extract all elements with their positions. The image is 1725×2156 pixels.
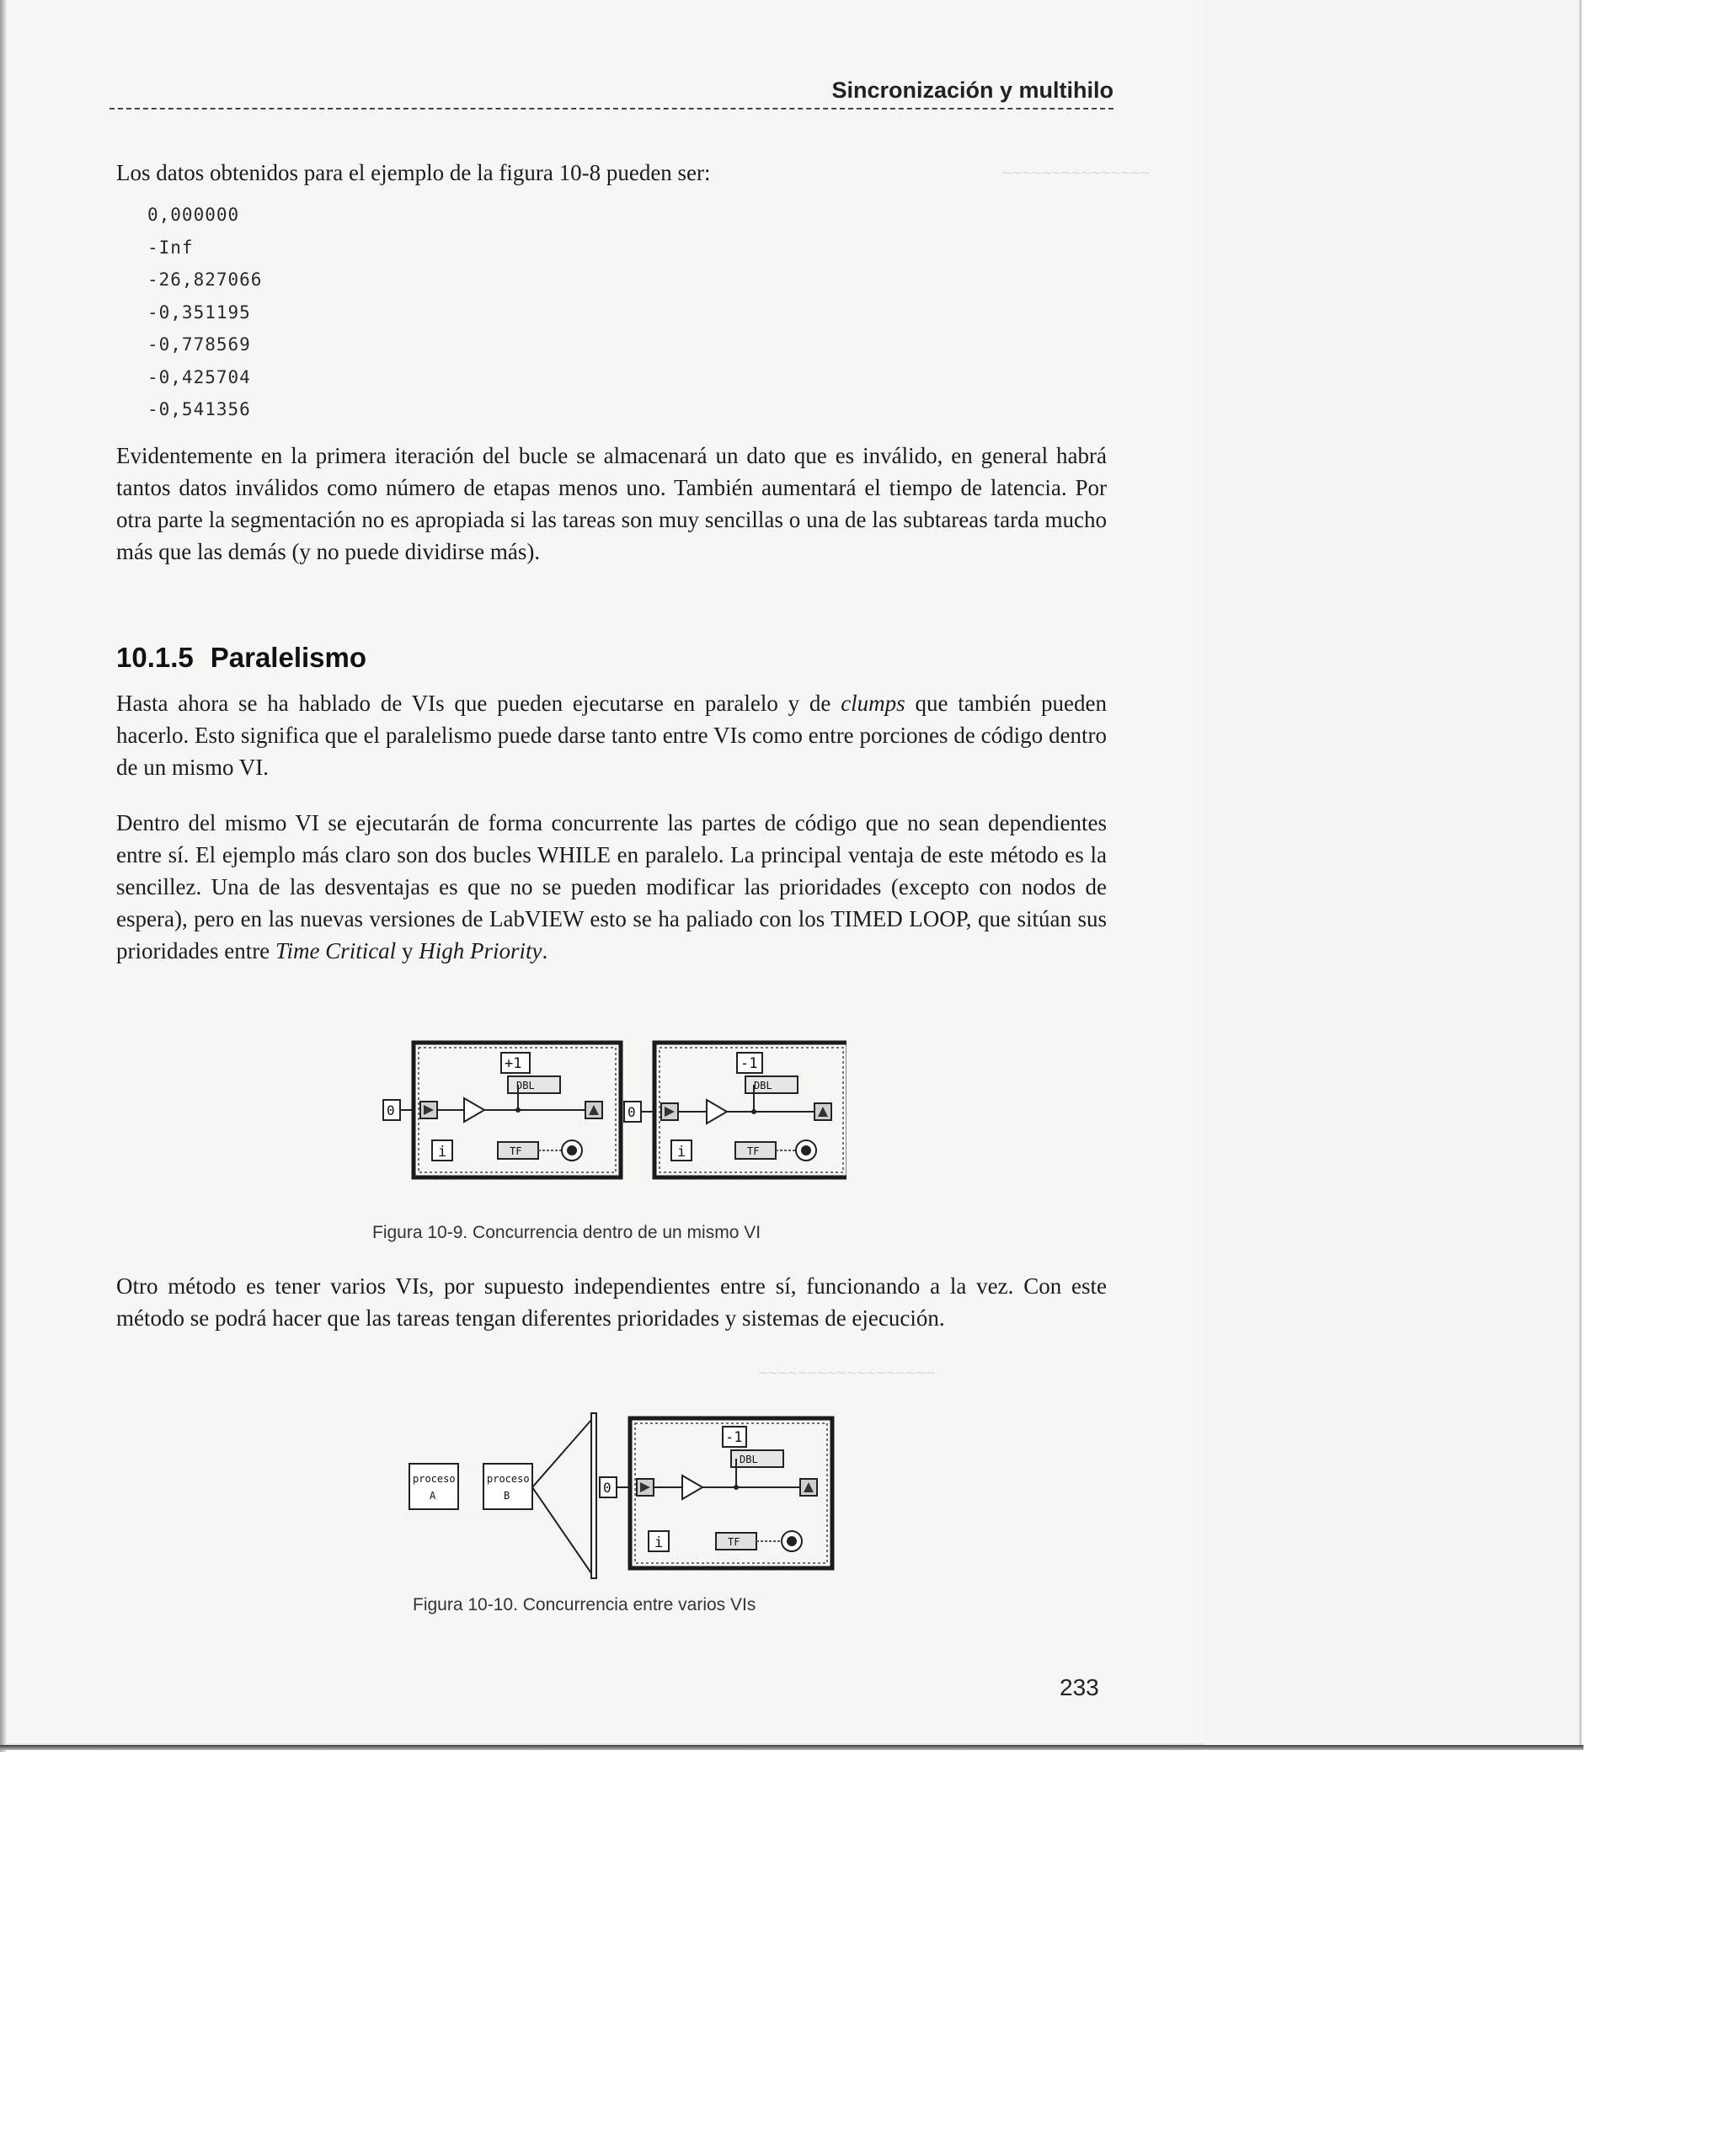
bleed-through: ~~~~~~~~~~~~~~~~~~ xyxy=(758,1364,936,1383)
code-line: -0,541356 xyxy=(147,399,251,419)
section-title-text: Paralelismo xyxy=(210,642,367,673)
subvi-proceso-a xyxy=(409,1464,458,1509)
svg-text:i: i xyxy=(654,1534,664,1551)
emphasis-clumps: clumps xyxy=(841,691,905,716)
code-line: -0,425704 xyxy=(147,366,251,387)
emphasis-high-priority: High Priority xyxy=(419,938,542,963)
running-head: Sincronización y multihilo xyxy=(831,77,1114,103)
svg-text:TF: TF xyxy=(728,1536,740,1548)
while-loop-1 xyxy=(383,1043,621,1177)
svg-text:proceso: proceso xyxy=(413,1473,456,1485)
paragraph-latency: Evidentemente en la primera iteración del bucle se almacenará un dato que es inválido, en general habrá tantos datos inválidos como número de etapas menos uno. También aumentará el tiempo de latencia. Por otra parte la segmentación no es apropiada si las tareas son muy sencillas o una de las subtareas tarda mucho más que las demás (y no puede dividirse más). xyxy=(116,443,1107,564)
svg-text:A: A xyxy=(430,1490,436,1502)
svg-text:DBL: DBL xyxy=(740,1454,758,1465)
svg-text:i: i xyxy=(677,1144,686,1161)
while-loop-2 xyxy=(624,1043,846,1177)
page-number: 233 xyxy=(1060,1674,1099,1700)
svg-text:B: B xyxy=(504,1490,510,1502)
figure-10-9-caption: Figura 10-9. Concurrencia dentro de un mismo VI xyxy=(372,1223,761,1242)
subvi-proceso-b xyxy=(483,1464,532,1509)
svg-text:DBL: DBL xyxy=(516,1080,535,1091)
paragraph-parallelism: Hasta ahora se ha hablado de VIs que pueden ejecutarse en paralelo y de clumps que también pueden hacerlo. Esto significa que el paralelismo puede darse tanto entre VIs como entre porciones de código dentro de un mismo VI. xyxy=(116,691,1107,780)
section-number: 10.1.5 xyxy=(116,642,194,673)
svg-text:proceso: proceso xyxy=(487,1473,530,1485)
bleed-through: ~~~~~~~~~~~~~~~ xyxy=(1002,164,1151,183)
header-rule xyxy=(109,108,1114,109)
scan-edge xyxy=(0,1745,1583,1750)
code-output-list xyxy=(147,199,262,426)
code-line: -26,827066 xyxy=(147,270,263,290)
code-line: -0,778569 xyxy=(147,334,251,355)
svg-text:-1: -1 xyxy=(725,1429,743,1446)
svg-text:i: i xyxy=(438,1144,447,1161)
paragraph-multiple-vis: Otro método es tener varios VIs, por supuesto independientes entre sí, funcionando a la vez. Con este método se podrá hacer que las tareas tengan diferentes prioridades y sistemas de ejecución. xyxy=(116,1273,1107,1331)
svg-text:TF: TF xyxy=(747,1145,760,1157)
svg-text:DBL: DBL xyxy=(754,1080,772,1091)
code-line: 0,000000 xyxy=(147,205,240,225)
figure-10-9-diagram xyxy=(375,1034,846,1195)
intro-text: Los datos obtenidos para el ejemplo de la figura 10-8 pueden ser: xyxy=(116,160,711,185)
code-line: -0,351195 xyxy=(147,302,251,323)
facing-page-edge xyxy=(1204,0,1582,1749)
code-line: -Inf xyxy=(147,237,194,258)
section-heading xyxy=(116,642,366,674)
paragraph-while-loops: Dentro del mismo VI se ejecutarán de forma concurrente las partes de código que no sean dependientes entre sí. El ejemplo más claro son dos bucles WHILE en paralelo. La principal ventaja de este método es la sencillez. Una de las desventajas es que no se pueden modificar las prioridades (excepto con nodos de espera), pero en las nuevas versiones de LabVIEW esto se ha paliado con los TIMED LOOP, que sitúan sus prioridades entre Time Critical y High Priority. xyxy=(116,810,1107,963)
binding-shadow xyxy=(0,0,7,1752)
svg-text:0: 0 xyxy=(628,1104,636,1120)
figure-10-10-diagram xyxy=(396,1408,851,1588)
svg-text:0: 0 xyxy=(603,1480,611,1496)
svg-text:-1: -1 xyxy=(740,1055,758,1072)
emphasis-time-critical: Time Critical xyxy=(275,938,397,963)
figure-10-10-caption: Figura 10-10. Concurrencia entre varios VIs xyxy=(413,1595,756,1614)
svg-text:+1: +1 xyxy=(505,1055,522,1072)
while-loop-subvi xyxy=(600,1418,832,1568)
svg-text:TF: TF xyxy=(510,1145,522,1157)
svg-text:0: 0 xyxy=(387,1102,395,1118)
